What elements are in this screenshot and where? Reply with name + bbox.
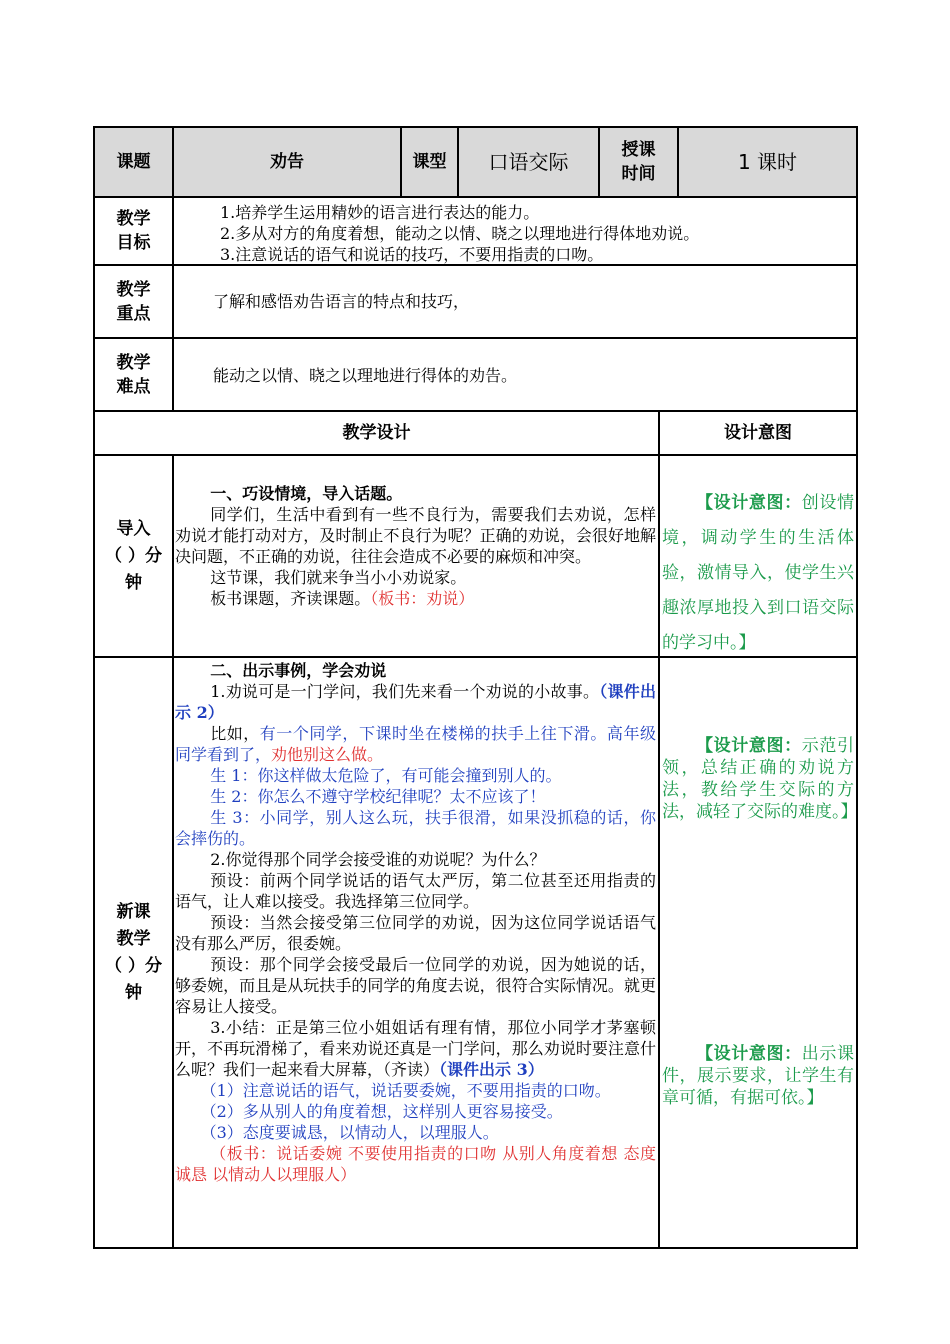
section2-paragraph: 比如，有一个同学，下课时坐在楼梯的扶手上往下滑。高年级同学看到了，劝他别这么做。 <box>175 724 656 764</box>
time-value: 1 课时 <box>737 150 798 174</box>
board-note: （板书：劝说） <box>370 589 475 608</box>
rule <box>658 410 660 1249</box>
design-header-right: 设计意图 <box>724 423 792 443</box>
intent-text: 示范引领，总结正确的劝说方法，教给学生交际的方法，减轻了交际的难度。】 <box>662 736 858 822</box>
type-value: 口语交际 <box>488 150 569 174</box>
intent-text: 创设情境，调动学生的生活体验，激情导入，使学生兴趣浓厚地投入到口语交际的学习中。】 <box>662 493 854 653</box>
preset-answer: 预设：当然会接受第三位同学的劝说，因为这位同学说话语气没有那么严厉，很委婉。 <box>175 913 656 953</box>
section2-intent-1 <box>662 735 858 823</box>
tip-item: （2）多从别人的角度着想，这样别人更容易接受。 <box>200 1102 563 1121</box>
difficulty-text: 能动之以情、晓之以理地进行得体的劝告。 <box>213 366 518 385</box>
difficulty-label: 教学 难点 <box>116 352 151 397</box>
student-line: 生 2：你怎么不遵守学校纪律呢？太不应该了！ <box>210 787 546 806</box>
section2-intent-2 <box>662 1043 854 1109</box>
intent-title: 【设计意图： <box>696 1044 802 1064</box>
topic-value: 劝告 <box>270 152 304 172</box>
section1-body <box>175 483 656 609</box>
goal-item: 3.注意说话的语气和说话的技巧，不要用指责的口吻。 <box>220 245 604 264</box>
section1-paragraph: 同学们，生活中看到有一些不良行为，需要我们去劝说，怎样劝说才能打动对方，及时制止不良行为呢？正确的劝说，会很好地解决问题，不正确的劝说，往往会造成不必要的麻烦和冲突。 <box>175 505 656 566</box>
goal-item: 1.培养学生运用精妙的语言进行表达的能力。 <box>220 203 540 222</box>
section1-paragraph: 板书课题，齐读课题。（板书：劝说） <box>210 589 475 608</box>
tip-item: （1）注意说话的语气，说话要委婉，不要用指责的口吻。 <box>200 1081 611 1100</box>
section2-heading: 二、出示事例，学会劝说 <box>210 661 387 680</box>
section2-body <box>175 660 656 1185</box>
focus-text: 了解和感悟劝告语言的特点和技巧， <box>213 292 470 311</box>
intent-title: 【设计意图： <box>696 736 802 756</box>
section1-heading: 一、巧设情境，导入话题。 <box>210 484 403 503</box>
goals-list <box>196 202 846 265</box>
design-header-left: 教学设计 <box>342 423 411 443</box>
student-line: 生 1：你这样做太危险了，有可能会撞到别人的。 <box>210 766 562 785</box>
rule <box>172 454 174 1249</box>
board-note: （板书：说话委婉 不要使用指责的口吻 从别人角度着想 态度诚恳 以情动人以理服人） <box>175 1144 656 1184</box>
time-label: 授课 时间 <box>621 140 656 184</box>
section2-paragraph: 2.你觉得那个同学会接受谁的劝说呢？为什么？ <box>210 850 546 869</box>
section2-label: 新课 教学 （ ）分 钟 <box>105 902 162 1003</box>
rule <box>93 454 858 456</box>
rule <box>93 196 858 198</box>
section2-paragraph: 3.小结：正是第三位小姐姐话有理有情，那位小同学才茅塞顿开，不再玩滑梯了，看来劝说还真是一门学问，那么劝说时要注意什么呢？我们一起来看大屏幕，（齐读）（课件出示 3） <box>175 1018 656 1079</box>
section1-label: 导入 （ ）分 钟 <box>105 518 162 593</box>
goal-item: 2.多从对方的角度着想，能动之以情、晓之以理地进行得体地劝说。 <box>220 224 700 243</box>
tip-item: （3）态度要诚恳，以情动人，以理服人。 <box>200 1123 499 1142</box>
rule <box>93 1247 858 1249</box>
section2-paragraph: 1.劝说可是一门学问，我们先来看一个劝说的小故事。（课件出示 2） <box>175 682 656 722</box>
preset-answer: 预设：前两个同学说话的语气太严厉，第二位甚至还用指责的语气，让人难以接受。我选择第三位同学。 <box>175 871 656 911</box>
focus-label: 教学 重点 <box>116 279 151 324</box>
type-label: 课型 <box>412 152 447 172</box>
goals-label: 教学 目标 <box>116 209 151 253</box>
student-line: 生 3：小同学，别人这么玩，扶手很滑，如果没抓稳的话，你会摔伤的。 <box>175 808 656 848</box>
rule <box>856 126 858 1249</box>
section1-intent <box>662 486 854 661</box>
courseware-note: （课件出示 2） <box>175 682 656 722</box>
rule <box>93 337 858 339</box>
courseware-note: （课件出示 3） <box>439 1060 544 1079</box>
intent-title: 【设计意图： <box>696 493 802 513</box>
section1-paragraph: 这节课，我们就来争当小小劝说家。 <box>210 568 467 587</box>
topic-label: 课题 <box>116 152 151 172</box>
preset-answer: 预设：那个同学会接受最后一位同学的劝说，因为她说的话，够委婉，而且是从玩扶手的同学的角度去说，很符合实际情况。就更容易让人接受。 <box>175 955 656 1016</box>
intent-text: 出示课件，展示要求，让学生有章可循，有据可依。】 <box>662 1044 854 1108</box>
